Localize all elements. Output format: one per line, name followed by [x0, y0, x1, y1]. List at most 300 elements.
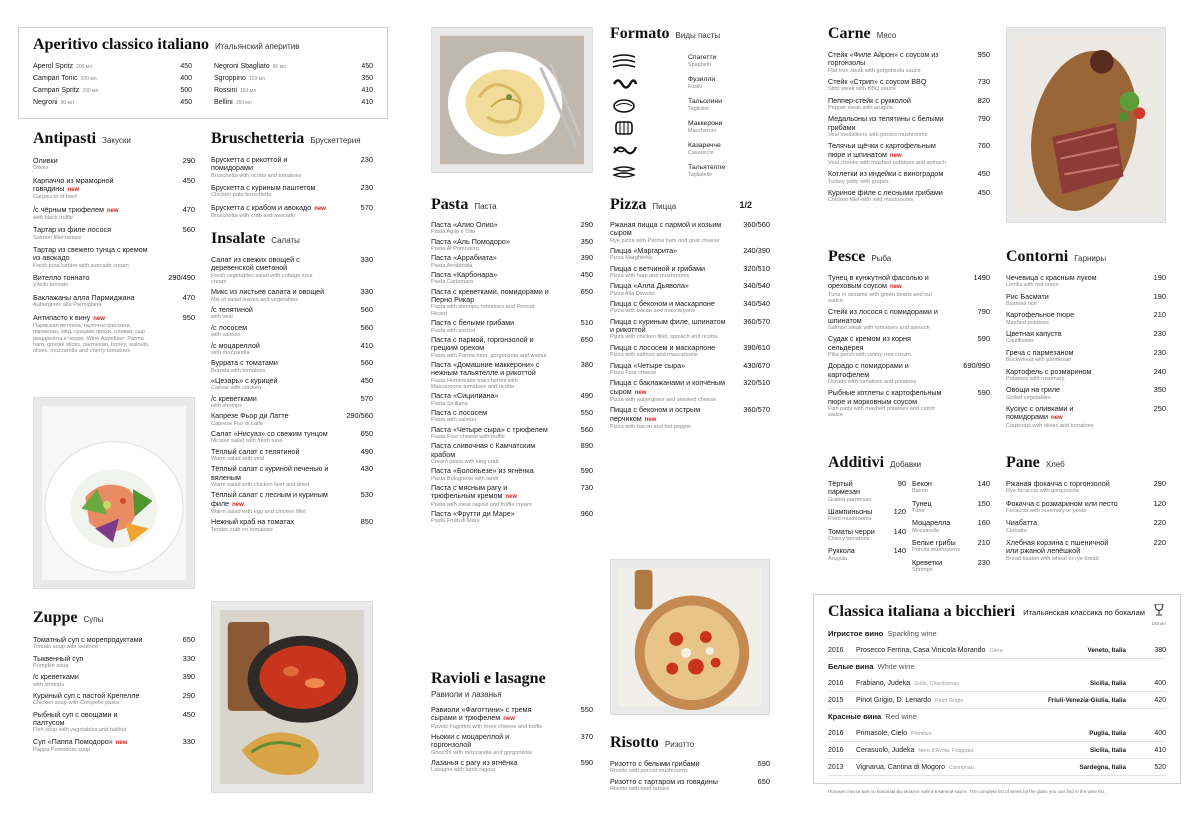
menu-item-price: 590	[757, 759, 770, 768]
menu-item-price: 590	[977, 334, 990, 344]
menu-item-price: 210	[977, 538, 990, 548]
menu-item-english: Dorado with tomatoes and potatoes	[828, 379, 917, 385]
menu-item-name: /с креветками	[211, 393, 257, 403]
menu-item-name: Тунец в кунжутной фасолью и ореховым соусом new	[828, 273, 929, 291]
menu-item-english: Mashed potatoes	[1006, 319, 1049, 326]
menu-item-english: Turkey patty with grapes	[828, 178, 889, 185]
menu-item-english: Fresh tuna tartare with avocado cream	[33, 262, 129, 269]
pasta-format-item	[610, 95, 770, 117]
new-badge: new	[314, 205, 326, 212]
menu-item-english: Pizza with chicken fillet, spinach and ricotta	[610, 334, 718, 341]
menu-item-name: Пицца с баклажанами и копчёным сыром new	[610, 378, 726, 396]
menu-item-english: with salmon	[211, 332, 241, 339]
menu-item	[211, 491, 373, 515]
menu-item-price: 410	[361, 99, 373, 106]
menu-item-english: Pasta Siciliana	[431, 400, 468, 407]
wine-name-text: Primasole, Cielo	[856, 729, 907, 737]
menu-item-english: Bread basket with wheat or rye bread	[1006, 555, 1099, 562]
menu-item-name: Тёртый пармезан	[828, 479, 860, 497]
menu-item-name: /с телятиной	[211, 305, 253, 315]
wine-year: 2016	[828, 746, 844, 754]
aperitivo-left-list	[33, 61, 192, 109]
menu-item	[211, 430, 373, 445]
salad-plate-image	[34, 398, 194, 588]
menu-item-english: Shrimps	[912, 567, 933, 574]
menu-item-name: Равиоли «Фаготтини» с тремя сырами и трюфелем new	[431, 705, 532, 723]
menu-item	[33, 314, 195, 355]
menu-item	[1006, 386, 1166, 401]
menu-item-english: Warm salad with veal	[211, 456, 264, 463]
menu-item-name: Стейк «Филе Айрон» с соусом из горгонзолы	[828, 50, 939, 68]
menu-item-name: Шампиньоны	[828, 507, 873, 516]
steak-board-image	[1007, 28, 1165, 222]
menu-item-english: Salmon steak with tomatoes and spinach	[828, 325, 930, 331]
ravioli-subtitle: Равиоли и лазанья	[431, 690, 502, 699]
menu-item	[610, 344, 770, 359]
menu-item-price: 430/670	[743, 360, 770, 370]
insalate-list	[211, 256, 373, 533]
menu-item-name: Салат из свежих овощей с деревенской сметаной	[211, 255, 300, 273]
menu-item-name: Тартар из филе лосося	[33, 225, 111, 235]
menu-item	[1006, 293, 1166, 308]
menu-item-name	[214, 97, 361, 109]
menu-item-name: Куриное филе с лесными грибами	[828, 188, 943, 198]
menu-item-english: Veal medallions with porcini mushrooms	[828, 132, 928, 138]
carne-list	[828, 51, 990, 204]
menu-item-english: Fried mushrooms	[828, 516, 872, 523]
wine-year: 2013	[828, 763, 844, 771]
menu-item	[828, 97, 990, 112]
menu-item-volume: 90 мл	[272, 64, 286, 70]
pasta-format-english: Tagliatelle	[688, 172, 712, 178]
menu-item-price: 240/390	[743, 246, 770, 255]
menu-item	[33, 294, 195, 309]
menu-item-price: 560	[360, 322, 373, 332]
menu-item-price: 950	[182, 312, 195, 322]
contorni-title: Contorni Гарниры	[1006, 248, 1107, 265]
menu-item	[431, 254, 593, 269]
menu-item-price: 240	[1153, 366, 1166, 376]
menu-item	[431, 733, 593, 756]
menu-item-price: 140	[893, 546, 906, 556]
menu-item-name: Суп «Паппа Помодоро» new	[33, 736, 128, 746]
menu-item-price: 140	[977, 479, 990, 488]
pasta-section	[431, 196, 593, 527]
menu-item-english: Pasta Aglio e Olio	[431, 229, 476, 236]
menu-item-name: Брускетта с рикоттой и помидорами	[211, 155, 288, 173]
wine-name	[856, 647, 1046, 654]
menu-item-price: 340/540	[743, 299, 770, 309]
menu-item-price: 590	[977, 388, 990, 398]
menu-item-price: 470	[182, 292, 195, 302]
wine-price: 410	[1154, 746, 1166, 754]
pane-list	[1006, 480, 1166, 562]
menu-item-english: Arugula	[828, 555, 848, 562]
menu-item-name: Карпаччо из мраморной говядины new	[33, 175, 114, 193]
wine-region: Sardegna, Italia	[1079, 763, 1126, 771]
menu-item-name	[214, 73, 361, 85]
menu-item-english: Pizza Margherita	[610, 255, 652, 262]
new-badge: new	[889, 284, 902, 291]
menu-item-price: 250	[1153, 403, 1166, 413]
menu-item-english: Pasta Carbonara	[431, 279, 474, 286]
menu-item	[211, 184, 373, 199]
menu-item-name: Рыбные котлеты с картофельным пюре и морковным соусом	[828, 388, 942, 406]
new-badge: new	[889, 152, 902, 159]
menu-item-name: Ржаная пицца с пармой и козьим сыром	[610, 220, 722, 238]
wine-price: 520	[1154, 763, 1166, 771]
menu-item-english: Carpaccio of beef	[33, 194, 77, 201]
menu-item	[33, 85, 192, 97]
wine-category	[828, 709, 1166, 725]
menu-item-price: 560	[360, 358, 373, 368]
menu-item-name: /с креветками	[33, 672, 79, 682]
menu-item-english: Lentils with red onion	[1006, 282, 1059, 289]
menu-item	[828, 335, 990, 358]
wine-grape: Pinot Grigio	[935, 697, 964, 704]
menu-item-english: Risotto with beef tartare	[610, 786, 670, 792]
new-badge: new	[644, 416, 657, 423]
additivi-right-list	[912, 480, 990, 579]
menu-item-name: Греча с пармезаном	[1006, 347, 1074, 357]
menu-item-price: 400	[180, 75, 192, 82]
menu-item	[33, 61, 192, 73]
menu-item-name: Ризотто с белыми грибами	[610, 759, 700, 768]
menu-item-english: Cream pasta with king crab	[431, 459, 499, 466]
menu-item-english: Warm salad with egg and chicken fillet	[211, 509, 306, 516]
wine-title: Classica italiana a bicchieri	[828, 603, 1016, 620]
wine-box	[813, 594, 1181, 784]
menu-item-english: Couscous with olives and tomatoes	[1006, 422, 1094, 429]
menu-item-price: 290	[580, 220, 593, 229]
menu-item-volume: 200 мл	[82, 88, 99, 94]
contorni-list	[1006, 274, 1166, 429]
menu-item-price: 290	[182, 691, 195, 701]
menu-item-english: Gnocchi with mozzarella and gorgonzola	[431, 749, 532, 756]
menu-item-price: 500	[180, 87, 192, 94]
ravioli-title: Ravioli e lasagne	[431, 670, 546, 687]
menu-item-english: Pasta Frutti di Mare	[431, 518, 480, 525]
menu-item	[33, 206, 195, 222]
menu-item-english: Fish patty with mashed potatoes and carrot sauce	[828, 406, 935, 419]
menu-item-english: with veal	[211, 314, 233, 321]
pasta-format-english: Spaghetti	[688, 62, 711, 68]
new-badge: new	[106, 207, 119, 214]
menu-item-price: 510	[580, 318, 593, 328]
menu-item-english: Basmati rice	[1006, 301, 1037, 307]
menu-item-english: Caprese Fior di Latte	[211, 420, 264, 427]
menu-item-name: Тартар из свежего тунца с кремом из авокадо	[33, 245, 148, 263]
pasta-format-label	[688, 142, 721, 157]
menu-item-name-text: Campari Spritz	[33, 87, 80, 94]
menu-item-price: 1490	[973, 273, 990, 282]
menu-item-name: Паста с белыми грибами	[431, 318, 515, 328]
pasta-format-item	[610, 73, 770, 95]
risotto-section	[610, 734, 770, 795]
menu-item-price: 690/990	[963, 361, 990, 371]
ravioli-section	[431, 670, 593, 777]
wine-category-ru: Красные вина	[828, 712, 882, 721]
menu-item-name: Тёплый салат с лесным и куриным филе new	[211, 490, 328, 508]
formato-section	[610, 25, 770, 183]
menu-item-english: Rye pizza with Parma ham and goat cheese	[610, 237, 720, 244]
menu-item-price: 450	[977, 169, 990, 179]
menu-item-price: 450	[360, 375, 373, 385]
menu-item-name: Паста с мясным рагу и трюфельным кремом new	[431, 483, 518, 501]
menu-item-price: 730	[977, 77, 990, 86]
menu-item-english: Mozzarella	[912, 527, 940, 534]
menu-item-price: 360/570	[743, 405, 770, 415]
menu-item-volume: 90 мл	[60, 100, 74, 106]
wine-grape: Cannonau	[948, 764, 974, 771]
pasta-subtitle: Паста	[474, 202, 497, 211]
menu-item-name	[33, 61, 180, 73]
bruschetteria-list	[211, 156, 373, 219]
menu-item-name: Паста сливочная с Камчатским крабом	[431, 441, 536, 459]
insalate-section	[211, 230, 373, 536]
wine-year: 2016	[828, 679, 844, 687]
menu-item-name: Антипасто к вину new	[33, 312, 105, 322]
menu-item-price: 450	[580, 270, 593, 280]
steak-photo	[1006, 27, 1166, 223]
menu-item-name: Стейк из лосося с помидорами и шпинатом	[828, 307, 938, 325]
maccheroni-icon	[610, 119, 638, 137]
menu-item-english: Pike perch with celery root cream	[828, 352, 911, 358]
pizza-section	[610, 196, 770, 433]
menu-item-price: 290	[182, 156, 195, 165]
menu-item	[431, 426, 593, 441]
insalate-subtitle: Салаты	[271, 236, 300, 245]
pasta-format-name: Казаречче	[688, 142, 721, 150]
menu-item	[610, 379, 770, 403]
menu-item	[211, 256, 373, 285]
wine-region: Friuli-Venezia-Giulia, Italia	[1047, 696, 1126, 704]
menu-item-name: Паста «Домашние маккерони» с нежным тальятелле и рикоттой	[431, 359, 540, 378]
wine-grape: Primitivo	[910, 730, 932, 737]
risotto-title: Risotto Ризотто	[610, 734, 695, 751]
ravioli-list	[431, 706, 593, 774]
menu-item-name: Капрезе Фьор ди Латте	[211, 411, 289, 421]
aperitivo-subtitle: Итальянский аперитив	[214, 42, 300, 51]
menu-item-price: 390/610	[743, 342, 770, 352]
menu-item-english: Bruschetta with crab and avocado	[211, 213, 296, 219]
menu-item-price: 230	[360, 183, 373, 192]
menu-item-price: 890	[580, 441, 593, 451]
pasta-format-item	[610, 51, 770, 73]
menu-item-price: 230	[1153, 347, 1166, 357]
wine-category-en: Sparkling wine	[887, 629, 937, 638]
menu-item-price: 850	[360, 517, 373, 527]
menu-item-price: 560	[580, 424, 593, 434]
menu-item-english: Pasta Homemade maccheroni with Mascarpone tomatoes and ricotta	[431, 377, 518, 390]
bruschetteria-section	[211, 130, 373, 224]
menu-item-price: 590	[580, 466, 593, 476]
pasta-format-name: Маккерони	[688, 120, 723, 128]
menu-item-english: Pasta with salmon	[431, 417, 477, 424]
menu-item-price: 190	[1153, 273, 1166, 282]
menu-item-english: Chicken soup with Crespelle pasta	[33, 700, 119, 707]
menu-item-name: Телячьи щёчки с картофельным пюре и шпинатом new	[828, 141, 936, 159]
menu-item-price: 410	[360, 340, 373, 350]
zuppe-section	[33, 609, 195, 758]
menu-item-english: Olives	[33, 165, 49, 172]
menu-item	[33, 226, 195, 241]
menu-item-english: Пармская ветчина, палочки гриссини, пармезан, мёд, грецкие орехи, оливки, сыр моцарелла и черри. Wine Appetizer: Parma ham, grissini sticks, parmesan, honey, walnuts, olives, mozzarella and cherry tomatoes	[33, 322, 150, 355]
pesce-title: Pesce Рыба	[828, 248, 892, 265]
menu-item-english: Potatoes with rosemary	[1006, 375, 1065, 382]
menu-item	[431, 336, 593, 359]
pasta-plate-image	[432, 28, 592, 172]
menu-item-name	[214, 61, 361, 73]
menu-item	[431, 759, 593, 774]
menu-item	[828, 308, 990, 331]
menu-item	[828, 170, 990, 185]
menu-item-name	[214, 85, 361, 97]
pizza-size-label: 1/2	[739, 200, 752, 210]
tomato-soup-image	[212, 602, 372, 792]
menu-item	[610, 282, 770, 297]
menu-item-name	[33, 85, 180, 97]
menu-item-volume: 200 мл	[76, 64, 93, 70]
menu-item-english: Grated parmesan	[828, 496, 872, 503]
new-badge: new	[505, 494, 518, 501]
wine-subtitle: Итальянская классика по бокалам	[1023, 608, 1145, 617]
menu-item	[828, 142, 990, 166]
menu-item	[211, 306, 373, 321]
menu-item	[610, 318, 770, 341]
antipasti-subtitle: Закуски	[102, 136, 131, 145]
pesce-list	[828, 274, 990, 419]
wine-name-text: Frabiano, Judeka	[856, 679, 911, 687]
menu-item-name	[33, 97, 180, 109]
menu-item-price: 570	[360, 202, 373, 212]
menu-item	[431, 392, 593, 407]
menu-item-english: Veal cheeks with mashed potatoes and spinach	[828, 160, 946, 166]
menu-item-name: Картофельное пюре	[1006, 310, 1075, 320]
menu-item-english: Bacon	[912, 488, 928, 495]
carne-section	[828, 25, 990, 208]
menu-item	[214, 97, 373, 109]
menu-item-english: Strip steak with BBQ sauce	[828, 86, 896, 93]
menu-item-name: Бекон	[912, 479, 932, 488]
additivi-section	[828, 454, 990, 579]
menu-item-name: Паста «Алио Олио»	[431, 220, 498, 229]
menu-item-name: Чиабатта	[1006, 518, 1038, 528]
wine-row	[828, 692, 1166, 709]
menu-item	[431, 319, 593, 334]
menu-item	[33, 655, 195, 670]
pizza-subtitle: Пицца	[652, 202, 677, 211]
menu-item	[1006, 405, 1166, 429]
pasta-format-english: Casarecce	[688, 150, 714, 156]
menu-item-name: Котлетки из индейки с виноградом	[828, 169, 944, 179]
risotto-subtitle: Ризотто	[664, 740, 695, 749]
menu-item	[211, 288, 373, 303]
wine-category-ru: Белые вина	[828, 662, 874, 671]
menu-item	[610, 300, 770, 315]
menu-item	[431, 706, 593, 730]
menu-item-english: Tender crab on tomatoes	[211, 526, 273, 533]
pasta-format-item	[610, 117, 770, 139]
menu-item	[610, 247, 770, 262]
additivi-title: Additivi Добавки	[828, 454, 922, 471]
menu-item-name: Медальоны из телятины с белыми грибами	[828, 114, 944, 132]
menu-item	[610, 265, 770, 280]
menu-item-name: Нежный краб на томатах	[211, 517, 295, 527]
pizza-photo	[610, 559, 770, 715]
wine-grape: Glera	[989, 647, 1003, 654]
menu-item-english: with mozzarella	[211, 349, 250, 356]
menu-item-english: Pizza with aubergines and smoked cheese	[610, 396, 717, 403]
menu-item-price: 350	[580, 236, 593, 246]
menu-item-name: Брускетта с куриным паштетом	[211, 183, 316, 192]
wine-price: 400	[1154, 729, 1166, 737]
new-badge: new	[503, 716, 515, 723]
menu-item	[828, 51, 990, 74]
menu-item-name: Пицца с лососем и маскарпоне	[610, 342, 716, 352]
menu-item-english: Pasta Arrabbiata	[431, 262, 473, 269]
menu-item-name: Тёплый салат с телятиной	[211, 446, 300, 456]
menu-item	[211, 377, 373, 392]
menu-item	[211, 342, 373, 357]
menu-item-volume: 150 мл	[235, 100, 252, 106]
menu-item-english: Pizza with salmon and mascarpone	[610, 352, 698, 359]
menu-item-price: 410	[361, 87, 373, 94]
menu-item	[211, 465, 373, 488]
wine-row	[828, 642, 1166, 659]
menu-item-english: Chicken pate bruschetta	[211, 192, 272, 199]
menu-item-name: Фокачча с розмарином или песто	[1006, 498, 1118, 508]
menu-item-price: 320/510	[743, 263, 770, 273]
menu-item-english: Caesar with chicken	[211, 385, 262, 392]
new-badge: new	[67, 187, 80, 193]
menu-item-english: Pizza with bacon and hot pepper	[610, 423, 692, 430]
menu-item	[33, 177, 195, 201]
menu-item-english: Pizza with bacon and mascarpone	[610, 308, 696, 315]
menu-item-price: 820	[977, 95, 990, 105]
menu-item-price: 290/560	[346, 411, 373, 421]
menu-item-english: Nicoise salad with fresh tuna	[211, 438, 283, 445]
menu-item-price: 330	[182, 736, 195, 746]
wine-category-ru: Игристое вино	[828, 629, 884, 638]
menu-item-name: Тунец	[912, 498, 932, 508]
menu-item-price: 730	[580, 483, 593, 493]
menu-item-english: Pasta Al Pomodoro	[431, 246, 479, 252]
menu-item-price: 470	[182, 204, 195, 214]
new-badge: new	[115, 739, 128, 746]
menu-item	[1006, 480, 1166, 495]
menu-item	[211, 412, 373, 427]
menu-item	[828, 389, 990, 418]
menu-item-price: 330	[182, 653, 195, 663]
menu-item	[211, 518, 373, 533]
menu-item-name: Рыбный суп с овощами и палтусом	[33, 709, 118, 728]
menu-item-english: Ravioli Fagottini with three cheese and truffle	[431, 723, 543, 730]
menu-item-name: Судак с кремом из корня сельдерея	[828, 334, 911, 352]
menu-item	[214, 85, 373, 97]
tagliatelle-icon	[610, 163, 638, 181]
menu-item	[912, 559, 990, 574]
menu-item-english: Lasagne with lamb ragout	[431, 767, 496, 774]
menu-item-price: 230	[977, 557, 990, 567]
menu-item-english: Salmon fillet tartare	[33, 234, 82, 241]
menu-item-name: «Цезарь» с курицей	[211, 375, 278, 385]
wine-price: 380	[1154, 646, 1166, 654]
menu-item-name: Паста «Сицилиана»	[431, 391, 499, 401]
wine-name	[856, 730, 1046, 737]
menu-item-name: Хлебная корзина с пшеничной или ржаной лепёшкой	[1006, 538, 1109, 556]
menu-item-name: Пицца «Маргарита»	[610, 246, 678, 255]
